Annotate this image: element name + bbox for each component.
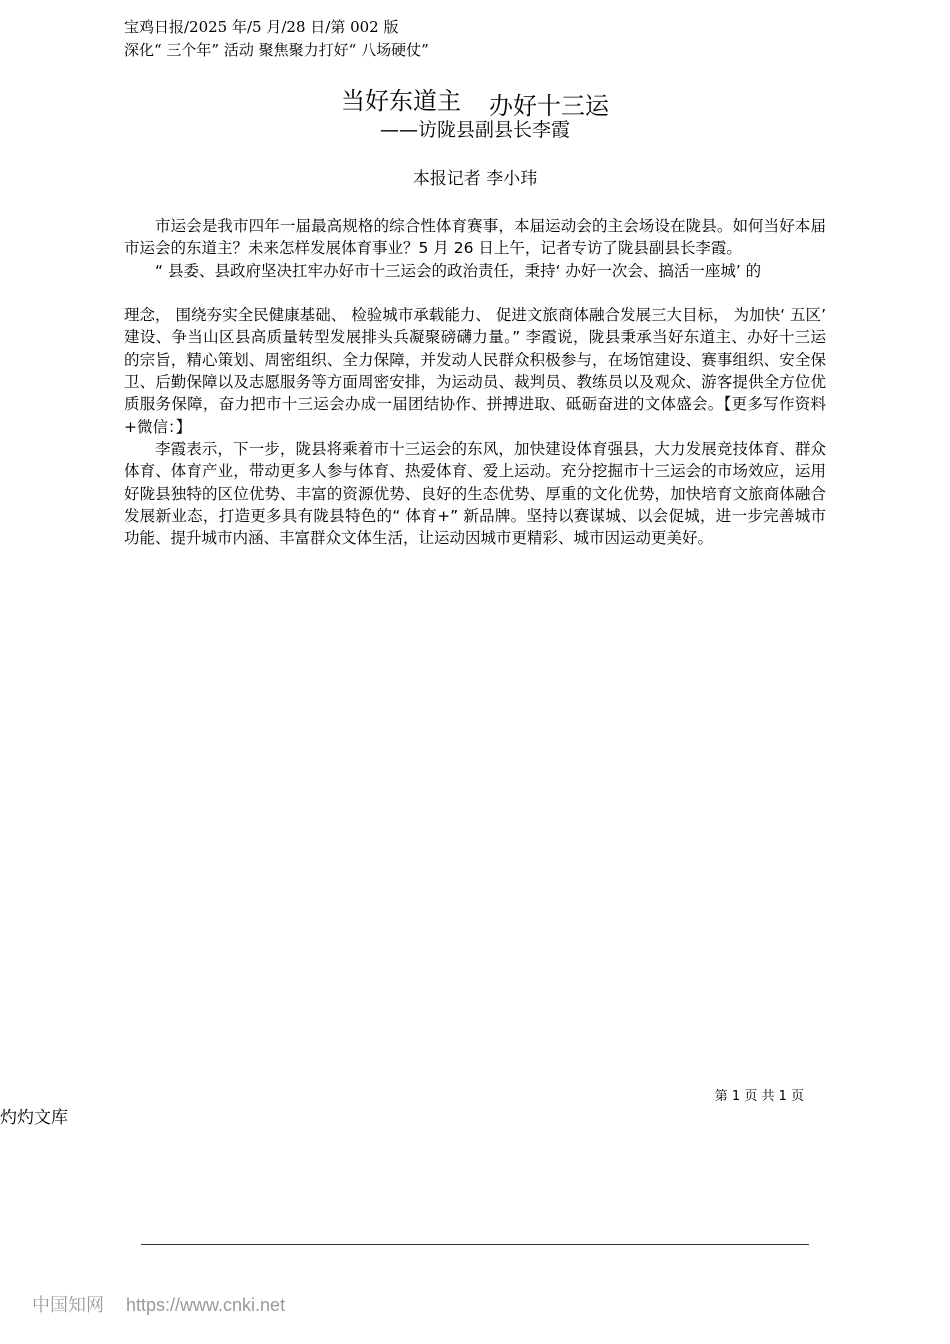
column-line: 深化“ 三个年” 活动 聚焦聚力打好“ 八场硬仗” (124, 41, 429, 59)
paragraph: “ 县委、县政府坚决扛牢办好市十三运会的政治责任，秉持‘ 办好一次会、搞活一座城’ 的 (155, 261, 762, 280)
source-line: 宝鸡日报/2025 年/5 月/28 日/第 002 版 (124, 18, 399, 36)
page-number: 第 1 页 共 1 页 (714, 1089, 804, 1104)
cnki-watermark (32, 1293, 285, 1317)
library-name: 灼灼文库 (0, 1108, 68, 1128)
article-subtitle: ——访陇县副县长李霞 (379, 119, 570, 141)
article-title-part2: 办好十三运 (489, 92, 609, 120)
byline: 本报记者 李小玮 (412, 169, 538, 189)
watermark-url: https://www.cnki.net (126, 1295, 286, 1315)
article-title-part1: 当好东道主 (341, 87, 461, 115)
paragraph: 市运会是我市四年一届最高规格的综合性体育赛事，本届运动会的主会场设在陇县。如何当好本届市运会的东道主？未来怎样发展体育事业？5 月 26 日上午，记者专访了陇县副县长李霞。 (124, 217, 826, 258)
paragraph: 李霞表示，下一步，陇县将乘着市十三运会的东风，加快建设体育强县，大力发展竞技体育、群众体育、体育产业，带动更多人参与体育、热爱体育、爱上运动。充分挖掘市十三运会的市场效应，运用好陇县独特的区位优势、丰富的资源优势、良好的生态优势、厚重的文化优势，加快培育文旅商体融合发展新业态，打造更多具有陇县特色的“ 体育+” 新品牌。坚持以赛谋城、以会促城，进一步完善城市功能、提升城市内涵、丰富群众文体生活，让运动因城市更精彩、城市因运动更美好。 (124, 439, 826, 548)
paragraph: 理念， 围绕夯实全民健康基础、 检验城市承载能力、 促进文旅商体融合发展三大目标， 为加快‘ 五区’ 建设、争当山区县高质量转型发展排头兵凝聚磅礴力量。” 李霞说，陇县秉承当好东道主、办好十三运的宗旨，精心策划、周密组织、全力保障，并发动人民群众积极参与，在场馆建设、赛事组织、安全保卫、后勤保障以及志愿服务等方面周密安排，为运动员、裁判员、教练员以及观众、游客提供全方位优质服务保障，奋力把市十三运会办成一届团结协作、拼搏进取、砥砺奋进的文体盛会。【更多写作资料+微信：】 (124, 306, 826, 436)
article-title (0, 84, 950, 118)
article-body (124, 215, 826, 549)
footer-divider (141, 1244, 809, 1245)
watermark-name: 中国知网 (32, 1295, 104, 1315)
